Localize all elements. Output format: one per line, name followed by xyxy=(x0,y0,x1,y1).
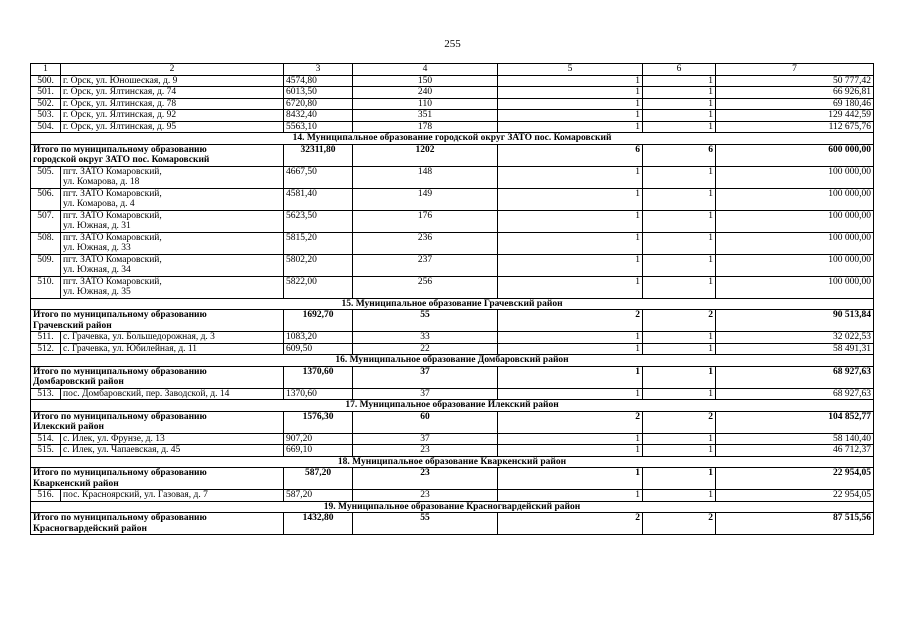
cell-line: Итого по муниципальному образованию xyxy=(33,468,207,478)
count-cell: 1 xyxy=(643,98,716,110)
count-cell: 1 xyxy=(643,188,716,210)
row-number: 501. xyxy=(31,87,61,99)
amount-cell: 32 022,53 xyxy=(716,332,874,344)
amount-cell: 58 140,40 xyxy=(716,433,874,445)
count-cell: 1 xyxy=(643,343,716,355)
area-cell: 1370,60 xyxy=(284,388,353,400)
section-title: 19. Муниципальное образование Красногвардейский район xyxy=(31,501,874,513)
table-row xyxy=(31,445,874,457)
cell-line: пгт. ЗАТО Комаровский, xyxy=(63,232,162,243)
cell-line: ул. Комарова, д. 4 xyxy=(63,199,135,209)
count-cell: 1 xyxy=(643,121,716,133)
count-cell: 1 xyxy=(643,445,716,457)
count-cell: 2 xyxy=(643,513,716,535)
total-label xyxy=(31,144,284,166)
amount-cell: 68 927,63 xyxy=(716,388,874,400)
table-row xyxy=(31,276,874,298)
table-row xyxy=(31,87,874,99)
cell-line: ул. Южная, д. 31 xyxy=(63,221,131,231)
section-heading-row xyxy=(31,133,874,145)
total-row xyxy=(31,366,874,388)
count-cell: 1 xyxy=(498,75,643,87)
section-title: 18. Муниципальное образование Кваркенский район xyxy=(31,456,874,468)
total-row xyxy=(31,144,874,166)
row-number: 513. xyxy=(31,388,61,400)
address-cell xyxy=(61,276,284,298)
area-cell: 6720,80 xyxy=(284,98,353,110)
area-cell: 5802,20 xyxy=(284,254,353,276)
table-row xyxy=(31,332,874,344)
amount-cell: 50 777,42 xyxy=(716,75,874,87)
count-cell: 1 xyxy=(643,468,716,490)
count-cell: 2 xyxy=(498,513,643,535)
count-cell: 1 xyxy=(498,366,643,388)
cell-line: ул. Южная, д. 34 xyxy=(63,265,131,275)
cell-line: пгт. ЗАТО Комаровский, xyxy=(63,188,162,199)
row-number: 509. xyxy=(31,254,61,276)
count-cell: 1 xyxy=(643,332,716,344)
row-number: 515. xyxy=(31,445,61,457)
table-row xyxy=(31,75,874,87)
count-cell: 1 xyxy=(498,166,643,188)
count-cell: 2 xyxy=(643,310,716,332)
table-row xyxy=(31,343,874,355)
residents-cell: 23 xyxy=(353,490,498,502)
row-number: 506. xyxy=(31,188,61,210)
header-cell: 3 xyxy=(284,64,353,76)
section-heading-row xyxy=(31,298,874,310)
area-cell: 6013,50 xyxy=(284,87,353,99)
address-cell: г. Орск, ул. Ялтинская, д. 92 xyxy=(61,110,284,122)
row-number: 516. xyxy=(31,490,61,502)
section-heading-row xyxy=(31,501,874,513)
residents-cell: 240 xyxy=(353,87,498,99)
row-number: 505. xyxy=(31,166,61,188)
amount-cell: 100 000,00 xyxy=(716,254,874,276)
address-cell: с. Грачевка, ул. Юбилейная, д. 11 xyxy=(61,343,284,355)
address-cell: г. Орск, ул. Юношеская, д. 9 xyxy=(61,75,284,87)
residents-cell: 60 xyxy=(353,411,498,433)
area-cell: 5623,50 xyxy=(284,210,353,232)
table-row xyxy=(31,166,874,188)
row-number: 503. xyxy=(31,110,61,122)
cell-line: Итого по муниципальному образованию xyxy=(33,513,207,523)
total-label xyxy=(31,310,284,332)
section-title: 17. Муниципальное образование Илекский район xyxy=(31,400,874,412)
amount-cell: 58 491,31 xyxy=(716,343,874,355)
residents-cell: 37 xyxy=(353,433,498,445)
count-cell: 1 xyxy=(643,366,716,388)
area-cell: 669,10 xyxy=(284,445,353,457)
residents-cell: 37 xyxy=(353,388,498,400)
residents-cell: 1202 xyxy=(353,144,498,166)
cell-line: пгт. ЗАТО Комаровский, xyxy=(63,166,162,177)
row-number: 504. xyxy=(31,121,61,133)
total-label xyxy=(31,366,284,388)
table-row xyxy=(31,210,874,232)
row-number: 500. xyxy=(31,75,61,87)
residents-cell: 23 xyxy=(353,445,498,457)
count-cell: 1 xyxy=(643,87,716,99)
count-cell: 6 xyxy=(498,144,643,166)
residents-cell: 55 xyxy=(353,310,498,332)
count-cell: 1 xyxy=(498,433,643,445)
cell-line: городской округ ЗАТО пос. Комаровский xyxy=(33,155,210,165)
area-cell: 5822,00 xyxy=(284,276,353,298)
residents-cell: 150 xyxy=(353,75,498,87)
count-cell: 1 xyxy=(498,210,643,232)
area-cell: 4574,80 xyxy=(284,75,353,87)
address-cell xyxy=(61,254,284,276)
amount-cell: 100 000,00 xyxy=(716,276,874,298)
amount-cell: 46 712,37 xyxy=(716,445,874,457)
table-row xyxy=(31,433,874,445)
count-cell: 1 xyxy=(498,87,643,99)
row-number: 511. xyxy=(31,332,61,344)
area-cell: 587,20 xyxy=(284,468,353,490)
residents-cell: 55 xyxy=(353,513,498,535)
count-cell: 1 xyxy=(498,276,643,298)
amount-cell: 87 515,56 xyxy=(716,513,874,535)
section-heading-row xyxy=(31,456,874,468)
cell-line: ул. Южная, д. 33 xyxy=(63,243,131,253)
area-cell: 587,20 xyxy=(284,490,353,502)
row-number: 502. xyxy=(31,98,61,110)
address-cell xyxy=(61,232,284,254)
amount-cell: 104 852,77 xyxy=(716,411,874,433)
count-cell: 2 xyxy=(498,411,643,433)
amount-cell: 22 954,05 xyxy=(716,468,874,490)
row-number: 512. xyxy=(31,343,61,355)
address-cell xyxy=(61,188,284,210)
section-title: 14. Муниципальное образование городской округ ЗАТО пос. Комаровский xyxy=(31,133,874,145)
count-cell: 1 xyxy=(643,210,716,232)
section-heading-row xyxy=(31,400,874,412)
amount-cell: 22 954,05 xyxy=(716,490,874,502)
count-cell: 1 xyxy=(643,75,716,87)
address-cell: с. Илек, ул. Чапаевская, д. 45 xyxy=(61,445,284,457)
area-cell: 1692,70 xyxy=(284,310,353,332)
cell-line: Кваркенский район xyxy=(33,478,119,489)
amount-cell: 100 000,00 xyxy=(716,232,874,254)
count-cell: 1 xyxy=(498,110,643,122)
total-row xyxy=(31,513,874,535)
residents-cell: 23 xyxy=(353,468,498,490)
count-cell: 2 xyxy=(498,310,643,332)
area-cell: 32311,80 xyxy=(284,144,353,166)
row-number: 510. xyxy=(31,276,61,298)
cell-line: пгт. ЗАТО Комаровский, xyxy=(63,276,162,287)
count-cell: 1 xyxy=(498,232,643,254)
amount-cell: 129 442,59 xyxy=(716,110,874,122)
section-title: 16. Муниципальное образование Домбаровский район xyxy=(31,355,874,367)
address-cell: с. Илек, ул. Фрунзе, д. 13 xyxy=(61,433,284,445)
count-cell: 1 xyxy=(498,445,643,457)
cell-line: Итого по муниципальному образованию xyxy=(33,366,207,377)
address-cell: с. Грачевка, ул. Большедорожная, д. 3 xyxy=(61,332,284,344)
table-body xyxy=(31,64,874,535)
count-cell: 1 xyxy=(498,188,643,210)
address-cell xyxy=(61,166,284,188)
register-table xyxy=(30,63,874,535)
count-cell: 1 xyxy=(498,388,643,400)
residents-cell: 22 xyxy=(353,343,498,355)
row-number: 514. xyxy=(31,433,61,445)
table-row xyxy=(31,98,874,110)
header-cell: 4 xyxy=(353,64,498,76)
address-cell: пос. Красноярский, ул. Газовая, д. 7 xyxy=(61,490,284,502)
address-cell: г. Орск, ул. Ялтинская, д. 95 xyxy=(61,121,284,133)
residents-cell: 178 xyxy=(353,121,498,133)
area-cell: 1576,30 xyxy=(284,411,353,433)
section-heading-row xyxy=(31,355,874,367)
count-cell: 1 xyxy=(643,433,716,445)
count-cell: 1 xyxy=(498,254,643,276)
cell-line: Итого по муниципальному образованию xyxy=(33,310,207,320)
count-cell: 6 xyxy=(643,144,716,166)
amount-cell: 600 000,00 xyxy=(716,144,874,166)
header-cell: 1 xyxy=(31,64,61,76)
area-cell: 609,50 xyxy=(284,343,353,355)
cell-line: ул. Южная, д. 35 xyxy=(63,287,131,297)
count-cell: 1 xyxy=(498,98,643,110)
total-row xyxy=(31,310,874,332)
amount-cell: 100 000,00 xyxy=(716,166,874,188)
cell-line: Красногвардейский район xyxy=(33,523,147,534)
cell-line: Домбаровский район xyxy=(33,377,124,387)
cell-line: Итого по муниципальному образованию xyxy=(33,144,207,155)
residents-cell: 148 xyxy=(353,166,498,188)
count-cell: 1 xyxy=(498,332,643,344)
total-label xyxy=(31,468,284,490)
amount-cell: 112 675,76 xyxy=(716,121,874,133)
table-row xyxy=(31,388,874,400)
table-row xyxy=(31,254,874,276)
count-cell: 1 xyxy=(643,490,716,502)
count-cell: 1 xyxy=(498,468,643,490)
count-cell: 1 xyxy=(498,490,643,502)
section-title: 15. Муниципальное образование Грачевский район xyxy=(31,298,874,310)
amount-cell: 68 927,63 xyxy=(716,366,874,388)
area-cell: 4581,40 xyxy=(284,188,353,210)
table-row xyxy=(31,490,874,502)
count-cell: 1 xyxy=(643,232,716,254)
cell-line: Илекский район xyxy=(33,422,104,432)
count-cell: 1 xyxy=(643,388,716,400)
area-cell: 1370,60 xyxy=(284,366,353,388)
total-label xyxy=(31,513,284,535)
residents-cell: 351 xyxy=(353,110,498,122)
page-number: 255 xyxy=(444,38,461,50)
header-cell: 2 xyxy=(61,64,284,76)
area-cell: 4667,50 xyxy=(284,166,353,188)
residents-cell: 256 xyxy=(353,276,498,298)
header-cell: 7 xyxy=(716,64,874,76)
area-cell: 5815,20 xyxy=(284,232,353,254)
count-cell: 1 xyxy=(498,121,643,133)
residents-cell: 237 xyxy=(353,254,498,276)
amount-cell: 66 926,81 xyxy=(716,87,874,99)
area-cell: 1432,80 xyxy=(284,513,353,535)
residents-cell: 33 xyxy=(353,332,498,344)
area-cell: 1083,20 xyxy=(284,332,353,344)
total-row xyxy=(31,468,874,490)
amount-cell: 100 000,00 xyxy=(716,188,874,210)
header-cell: 6 xyxy=(643,64,716,76)
header-row xyxy=(31,64,874,76)
table-row xyxy=(31,232,874,254)
area-cell: 8432,40 xyxy=(284,110,353,122)
area-cell: 907,20 xyxy=(284,433,353,445)
row-number: 508. xyxy=(31,232,61,254)
total-row xyxy=(31,411,874,433)
amount-cell: 100 000,00 xyxy=(716,210,874,232)
count-cell: 1 xyxy=(643,254,716,276)
amount-cell: 90 513,84 xyxy=(716,310,874,332)
count-cell: 2 xyxy=(643,411,716,433)
cell-line: Грачевский район xyxy=(33,320,112,331)
amount-cell: 69 180,46 xyxy=(716,98,874,110)
address-cell: пос. Домбаровский, пер. Заводской, д. 14 xyxy=(61,388,284,400)
count-cell: 1 xyxy=(643,276,716,298)
residents-cell: 176 xyxy=(353,210,498,232)
count-cell: 1 xyxy=(498,343,643,355)
cell-line: Итого по муниципальному образованию xyxy=(33,411,207,422)
total-label xyxy=(31,411,284,433)
cell-line: пгт. ЗАТО Комаровский, xyxy=(63,210,162,221)
residents-cell: 236 xyxy=(353,232,498,254)
cell-line: ул. Комарова, д. 18 xyxy=(63,177,140,187)
table-row xyxy=(31,110,874,122)
count-cell: 1 xyxy=(643,110,716,122)
residents-cell: 110 xyxy=(353,98,498,110)
count-cell: 1 xyxy=(643,166,716,188)
cell-line: пгт. ЗАТО Комаровский, xyxy=(63,254,162,265)
table-row xyxy=(31,188,874,210)
address-cell: г. Орск, ул. Ялтинская, д. 74 xyxy=(61,87,284,99)
residents-cell: 37 xyxy=(353,366,498,388)
address-cell xyxy=(61,210,284,232)
table-row xyxy=(31,121,874,133)
area-cell: 5563,10 xyxy=(284,121,353,133)
residents-cell: 149 xyxy=(353,188,498,210)
header-cell: 5 xyxy=(498,64,643,76)
address-cell: г. Орск, ул. Ялтинская, д. 78 xyxy=(61,98,284,110)
row-number: 507. xyxy=(31,210,61,232)
